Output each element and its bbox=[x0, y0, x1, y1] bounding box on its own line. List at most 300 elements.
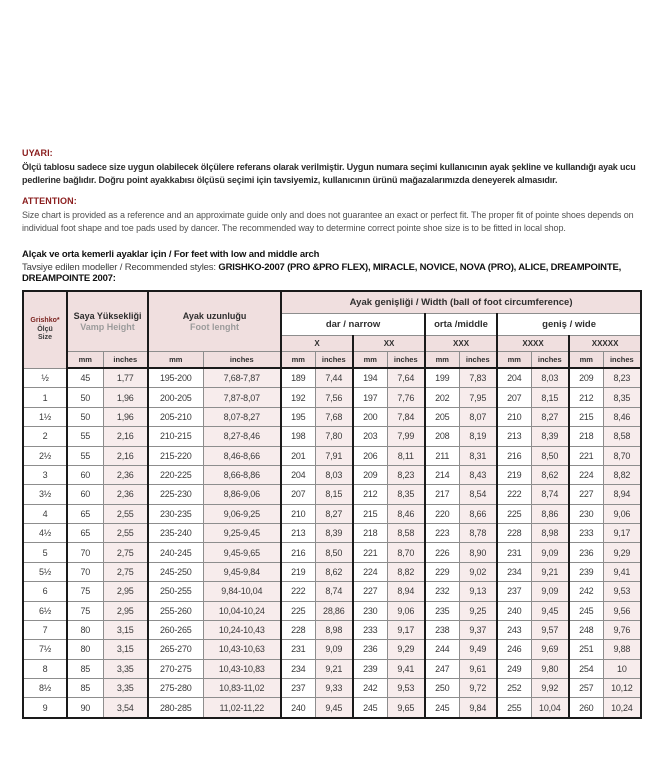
value-cell: 230 bbox=[569, 504, 603, 523]
header-row-units bbox=[23, 352, 641, 369]
size-cell: 5½ bbox=[23, 562, 67, 581]
value-cell: 7,91 bbox=[315, 446, 353, 465]
value-cell: 7,64 bbox=[387, 368, 425, 388]
value-cell: 9,17 bbox=[603, 524, 641, 543]
unit-inches: inches bbox=[603, 352, 641, 369]
value-cell: 7,83 bbox=[459, 368, 497, 388]
value-cell: 248 bbox=[569, 620, 603, 639]
size-cell: 4½ bbox=[23, 524, 67, 543]
value-cell: 225-230 bbox=[148, 485, 203, 504]
value-cell: 10,24 bbox=[603, 698, 641, 718]
value-cell: 198 bbox=[281, 427, 315, 446]
table-row bbox=[23, 485, 641, 504]
value-cell: 238 bbox=[425, 620, 459, 639]
value-cell: 9,84 bbox=[459, 698, 497, 718]
value-cell: 7,99 bbox=[387, 427, 425, 446]
value-cell: 227 bbox=[353, 582, 387, 601]
foot-length-header bbox=[148, 291, 281, 352]
value-cell: 50 bbox=[67, 388, 103, 407]
narrow-header: dar / narrow bbox=[281, 314, 425, 336]
value-cell: 232 bbox=[425, 582, 459, 601]
value-cell: 204 bbox=[497, 368, 531, 388]
table-row bbox=[23, 465, 641, 484]
value-cell: 2,16 bbox=[103, 446, 148, 465]
value-cell: 8,35 bbox=[387, 485, 425, 504]
value-cell: 236 bbox=[353, 640, 387, 659]
value-cell: 8,58 bbox=[603, 427, 641, 446]
value-cell: 8,66-8,86 bbox=[203, 465, 281, 484]
value-cell: 9,57 bbox=[531, 620, 569, 639]
value-cell: 239 bbox=[353, 659, 387, 678]
value-cell: 240 bbox=[497, 601, 531, 620]
value-cell: 8,62 bbox=[531, 465, 569, 484]
value-cell: 189 bbox=[281, 368, 315, 388]
value-cell: 8,70 bbox=[387, 543, 425, 562]
value-cell: 10,43-10,83 bbox=[203, 659, 281, 678]
size-cell: 4 bbox=[23, 504, 67, 523]
value-cell: 200 bbox=[353, 407, 387, 426]
value-cell: 210 bbox=[497, 407, 531, 426]
value-cell: 85 bbox=[67, 659, 103, 678]
value-cell: 205 bbox=[425, 407, 459, 426]
size-cell: 6½ bbox=[23, 601, 67, 620]
width-group-header: Ayak genişliği / Width (ball of foot circumference) bbox=[281, 291, 641, 314]
size-cell: ½ bbox=[23, 368, 67, 388]
arch-heading: Alçak ve orta kemerli ayaklar için / For feet with low and middle arch bbox=[22, 249, 320, 260]
value-cell: 8,78 bbox=[459, 524, 497, 543]
value-cell: 8,54 bbox=[459, 485, 497, 504]
size-label-en: Size bbox=[37, 334, 52, 341]
value-cell: 244 bbox=[425, 640, 459, 659]
size-cell: 8 bbox=[23, 659, 67, 678]
table-row bbox=[23, 388, 641, 407]
value-cell: 9,84-10,04 bbox=[203, 582, 281, 601]
value-cell: 265-270 bbox=[148, 640, 203, 659]
table-row bbox=[23, 524, 641, 543]
value-cell: 192 bbox=[281, 388, 315, 407]
value-cell: 231 bbox=[497, 543, 531, 562]
value-cell: 65 bbox=[67, 524, 103, 543]
value-cell: 200-205 bbox=[148, 388, 203, 407]
value-cell: 247 bbox=[425, 659, 459, 678]
value-cell: 2,16 bbox=[103, 427, 148, 446]
header-row-groups bbox=[23, 291, 641, 314]
value-cell: 8,82 bbox=[603, 465, 641, 484]
table-row bbox=[23, 407, 641, 426]
value-cell: 2,55 bbox=[103, 504, 148, 523]
value-cell: 245-250 bbox=[148, 562, 203, 581]
value-cell: 8,43 bbox=[459, 465, 497, 484]
value-cell: 254 bbox=[569, 659, 603, 678]
value-cell: 212 bbox=[569, 388, 603, 407]
unit-mm: mm bbox=[67, 352, 103, 369]
value-cell: 9,25 bbox=[459, 601, 497, 620]
vamp-label-tr: Saya Yüksekliği bbox=[73, 311, 142, 321]
value-cell: 246 bbox=[497, 640, 531, 659]
value-cell: 45 bbox=[67, 368, 103, 388]
value-cell: 8,74 bbox=[531, 485, 569, 504]
value-cell: 3,35 bbox=[103, 659, 148, 678]
value-cell: 7,76 bbox=[387, 388, 425, 407]
value-cell: 216 bbox=[497, 446, 531, 465]
value-cell: 210-215 bbox=[148, 427, 203, 446]
value-cell: 8,03 bbox=[315, 465, 353, 484]
size-cell: 9 bbox=[23, 698, 67, 718]
value-cell: 213 bbox=[497, 427, 531, 446]
value-cell: 70 bbox=[67, 543, 103, 562]
value-cell: 260 bbox=[569, 698, 603, 718]
middle-header: orta /middle bbox=[425, 314, 497, 336]
value-cell: 9,21 bbox=[531, 562, 569, 581]
value-cell: 10,43-10,63 bbox=[203, 640, 281, 659]
value-cell: 8,94 bbox=[387, 582, 425, 601]
value-cell: 8,35 bbox=[603, 388, 641, 407]
attention-label-en: ATTENTION: bbox=[22, 196, 77, 206]
value-cell: 8,39 bbox=[531, 427, 569, 446]
value-cell: 9,33 bbox=[315, 679, 353, 698]
value-cell: 280-285 bbox=[148, 698, 203, 718]
size-column-header bbox=[23, 291, 67, 368]
value-cell: 75 bbox=[67, 601, 103, 620]
value-cell: 245 bbox=[425, 698, 459, 718]
warning-label-tr: UYARI: bbox=[22, 148, 53, 158]
value-cell: 230-235 bbox=[148, 504, 203, 523]
value-cell: 9,29 bbox=[603, 543, 641, 562]
recommended-styles-line bbox=[22, 262, 640, 284]
value-cell: 215 bbox=[569, 407, 603, 426]
value-cell: 7,44 bbox=[315, 368, 353, 388]
size-cell: 6 bbox=[23, 582, 67, 601]
value-cell: 9,65 bbox=[387, 698, 425, 718]
value-cell: 260-265 bbox=[148, 620, 203, 639]
value-cell: 8,74 bbox=[315, 582, 353, 601]
value-cell: 222 bbox=[281, 582, 315, 601]
table-row bbox=[23, 640, 641, 659]
value-cell: 237 bbox=[497, 582, 531, 601]
value-cell: 220-225 bbox=[148, 465, 203, 484]
value-cell: 210 bbox=[281, 504, 315, 523]
value-cell: 8,15 bbox=[531, 388, 569, 407]
value-cell: 9,06 bbox=[603, 504, 641, 523]
value-cell: 65 bbox=[67, 504, 103, 523]
value-cell: 50 bbox=[67, 407, 103, 426]
value-cell: 236 bbox=[569, 543, 603, 562]
value-cell: 214 bbox=[425, 465, 459, 484]
value-cell: 55 bbox=[67, 427, 103, 446]
value-cell: 8,50 bbox=[315, 543, 353, 562]
value-cell: 224 bbox=[353, 562, 387, 581]
value-cell: 240 bbox=[281, 698, 315, 718]
value-cell: 228 bbox=[497, 524, 531, 543]
value-cell: 9,13 bbox=[459, 582, 497, 601]
table-header bbox=[23, 291, 641, 368]
unit-inches: inches bbox=[103, 352, 148, 369]
width-code-xx: XX bbox=[353, 336, 425, 352]
value-cell: 2,75 bbox=[103, 562, 148, 581]
size-rows bbox=[23, 368, 641, 718]
value-cell: 209 bbox=[353, 465, 387, 484]
value-cell: 257 bbox=[569, 679, 603, 698]
value-cell: 8,70 bbox=[603, 446, 641, 465]
value-cell: 270-275 bbox=[148, 659, 203, 678]
value-cell: 9,09 bbox=[531, 582, 569, 601]
value-cell: 231 bbox=[281, 640, 315, 659]
styles-prefix: Tavsiye edilen modeller / Recommended styles: bbox=[22, 262, 216, 273]
width-code-xxx: XXX bbox=[425, 336, 497, 352]
value-cell: 1,77 bbox=[103, 368, 148, 388]
width-code-x: X bbox=[281, 336, 353, 352]
value-cell: 8,07 bbox=[459, 407, 497, 426]
value-cell: 3,15 bbox=[103, 620, 148, 639]
value-cell: 249 bbox=[497, 659, 531, 678]
size-chart-table bbox=[22, 290, 642, 719]
value-cell: 28,86 bbox=[315, 601, 353, 620]
value-cell: 9,56 bbox=[603, 601, 641, 620]
value-cell: 8,19 bbox=[459, 427, 497, 446]
value-cell: 250 bbox=[425, 679, 459, 698]
unit-inches: inches bbox=[387, 352, 425, 369]
value-cell: 9,06-9,25 bbox=[203, 504, 281, 523]
value-cell: 224 bbox=[569, 465, 603, 484]
value-cell: 9,88 bbox=[603, 640, 641, 659]
value-cell: 239 bbox=[569, 562, 603, 581]
value-cell: 80 bbox=[67, 620, 103, 639]
value-cell: 9,02 bbox=[459, 562, 497, 581]
value-cell: 9,09 bbox=[315, 640, 353, 659]
value-cell: 55 bbox=[67, 446, 103, 465]
value-cell: 235-240 bbox=[148, 524, 203, 543]
value-cell: 237 bbox=[281, 679, 315, 698]
value-cell: 90 bbox=[67, 698, 103, 718]
value-cell: 10 bbox=[603, 659, 641, 678]
value-cell: 60 bbox=[67, 465, 103, 484]
value-cell: 8,86 bbox=[531, 504, 569, 523]
value-cell: 8,11 bbox=[387, 446, 425, 465]
value-cell: 212 bbox=[353, 485, 387, 504]
value-cell: 9,53 bbox=[387, 679, 425, 698]
value-cell: 195 bbox=[281, 407, 315, 426]
value-cell: 3,15 bbox=[103, 640, 148, 659]
value-cell: 8,46 bbox=[387, 504, 425, 523]
width-code-xxxx: XXXX bbox=[497, 336, 569, 352]
value-cell: 208 bbox=[425, 427, 459, 446]
value-cell: 213 bbox=[281, 524, 315, 543]
value-cell: 10,12 bbox=[603, 679, 641, 698]
value-cell: 9,06 bbox=[387, 601, 425, 620]
value-cell: 8,50 bbox=[531, 446, 569, 465]
unit-mm: mm bbox=[353, 352, 387, 369]
unit-inches: inches bbox=[315, 352, 353, 369]
value-cell: 242 bbox=[353, 679, 387, 698]
value-cell: 7,84 bbox=[387, 407, 425, 426]
value-cell: 2,55 bbox=[103, 524, 148, 543]
value-cell: 9,45 bbox=[315, 698, 353, 718]
unit-mm: mm bbox=[148, 352, 203, 369]
value-cell: 9,45-9,84 bbox=[203, 562, 281, 581]
vamp-height-header bbox=[67, 291, 148, 352]
size-cell: 3 bbox=[23, 465, 67, 484]
value-cell: 85 bbox=[67, 679, 103, 698]
value-cell: 9,21 bbox=[315, 659, 353, 678]
value-cell: 9,76 bbox=[603, 620, 641, 639]
value-cell: 75 bbox=[67, 582, 103, 601]
value-cell: 9,37 bbox=[459, 620, 497, 639]
value-cell: 220 bbox=[425, 504, 459, 523]
value-cell: 7,87-8,07 bbox=[203, 388, 281, 407]
value-cell: 2,95 bbox=[103, 582, 148, 601]
value-cell: 2,75 bbox=[103, 543, 148, 562]
value-cell: 235 bbox=[425, 601, 459, 620]
unit-inches: inches bbox=[459, 352, 497, 369]
value-cell: 10,04-10,24 bbox=[203, 601, 281, 620]
size-cell: 5 bbox=[23, 543, 67, 562]
table-row bbox=[23, 368, 641, 388]
value-cell: 9,41 bbox=[387, 659, 425, 678]
value-cell: 9,80 bbox=[531, 659, 569, 678]
size-cell: 2½ bbox=[23, 446, 67, 465]
value-cell: 9,41 bbox=[603, 562, 641, 581]
value-cell: 8,62 bbox=[315, 562, 353, 581]
value-cell: 8,46-8,66 bbox=[203, 446, 281, 465]
value-cell: 251 bbox=[569, 640, 603, 659]
value-cell: 245 bbox=[353, 698, 387, 718]
value-cell: 221 bbox=[569, 446, 603, 465]
value-cell: 202 bbox=[425, 388, 459, 407]
value-cell: 7,95 bbox=[459, 388, 497, 407]
value-cell: 3,54 bbox=[103, 698, 148, 718]
value-cell: 211 bbox=[425, 446, 459, 465]
value-cell: 215 bbox=[353, 504, 387, 523]
value-cell: 207 bbox=[497, 388, 531, 407]
size-label-tr: Ölçü bbox=[37, 325, 53, 333]
value-cell: 240-245 bbox=[148, 543, 203, 562]
value-cell: 209 bbox=[569, 368, 603, 388]
value-cell: 243 bbox=[497, 620, 531, 639]
value-cell: 7,80 bbox=[315, 427, 353, 446]
value-cell: 255-260 bbox=[148, 601, 203, 620]
width-code-xxxxx: XXXXX bbox=[569, 336, 641, 352]
value-cell: 215-220 bbox=[148, 446, 203, 465]
value-cell: 10,04 bbox=[531, 698, 569, 718]
value-cell: 8,27 bbox=[315, 504, 353, 523]
value-cell: 9,92 bbox=[531, 679, 569, 698]
page-content bbox=[22, 148, 640, 719]
value-cell: 199 bbox=[425, 368, 459, 388]
unit-inches: inches bbox=[203, 352, 281, 369]
value-cell: 9,72 bbox=[459, 679, 497, 698]
value-cell: 204 bbox=[281, 465, 315, 484]
value-cell: 229 bbox=[425, 562, 459, 581]
value-cell: 9,17 bbox=[387, 620, 425, 639]
value-cell: 9,45 bbox=[531, 601, 569, 620]
warning-text-tr: Ölçü tablosu sadece size uygun olabilecek ölçülere referans olarak verilmiştir. Uygun numara seçimi kullanıcının ayak şekline ve kullandığı ayak ucu pedlerine bağlıdır. Doğru point ayakkabısı ölçüsü seçimi için tavsiyemiz, kullanıcının ürünü mağazalarımızda deneyerek almasıdır. bbox=[22, 162, 636, 185]
size-cell: 7 bbox=[23, 620, 67, 639]
table-row bbox=[23, 698, 641, 718]
table-row bbox=[23, 446, 641, 465]
value-cell: 217 bbox=[425, 485, 459, 504]
value-cell: 3,35 bbox=[103, 679, 148, 698]
value-cell: 203 bbox=[353, 427, 387, 446]
value-cell: 225 bbox=[497, 504, 531, 523]
value-cell: 9,25-9,45 bbox=[203, 524, 281, 543]
value-cell: 7,68 bbox=[315, 407, 353, 426]
value-cell: 233 bbox=[353, 620, 387, 639]
value-cell: 8,23 bbox=[387, 465, 425, 484]
unit-mm: mm bbox=[569, 352, 603, 369]
value-cell: 8,39 bbox=[315, 524, 353, 543]
value-cell: 275-280 bbox=[148, 679, 203, 698]
value-cell: 8,27-8,46 bbox=[203, 427, 281, 446]
value-cell: 242 bbox=[569, 582, 603, 601]
value-cell: 8,82 bbox=[387, 562, 425, 581]
spacer bbox=[22, 186, 640, 196]
value-cell: 194 bbox=[353, 368, 387, 388]
value-cell: 219 bbox=[497, 465, 531, 484]
unit-mm: mm bbox=[425, 352, 459, 369]
table-row bbox=[23, 504, 641, 523]
table-row bbox=[23, 601, 641, 620]
value-cell: 10,24-10,43 bbox=[203, 620, 281, 639]
value-cell: 218 bbox=[569, 427, 603, 446]
size-cell: 2 bbox=[23, 427, 67, 446]
value-cell: 60 bbox=[67, 485, 103, 504]
value-cell: 70 bbox=[67, 562, 103, 581]
value-cell: 227 bbox=[569, 485, 603, 504]
brand-label: Grishko* bbox=[30, 317, 60, 324]
value-cell: 9,45-9,65 bbox=[203, 543, 281, 562]
value-cell: 226 bbox=[425, 543, 459, 562]
value-cell: 7,68-7,87 bbox=[203, 368, 281, 388]
value-cell: 1,96 bbox=[103, 407, 148, 426]
table-row bbox=[23, 543, 641, 562]
value-cell: 8,27 bbox=[531, 407, 569, 426]
value-cell: 8,90 bbox=[459, 543, 497, 562]
value-cell: 219 bbox=[281, 562, 315, 581]
value-cell: 234 bbox=[497, 562, 531, 581]
value-cell: 11,02-11,22 bbox=[203, 698, 281, 718]
value-cell: 8,98 bbox=[531, 524, 569, 543]
value-cell: 2,95 bbox=[103, 601, 148, 620]
value-cell: 8,58 bbox=[387, 524, 425, 543]
value-cell: 225 bbox=[281, 601, 315, 620]
value-cell: 228 bbox=[281, 620, 315, 639]
table-row bbox=[23, 659, 641, 678]
value-cell: 10,83-11,02 bbox=[203, 679, 281, 698]
value-cell: 8,31 bbox=[459, 446, 497, 465]
value-cell: 250-255 bbox=[148, 582, 203, 601]
value-cell: 1,96 bbox=[103, 388, 148, 407]
foot-label-tr: Ayak uzunluğu bbox=[182, 311, 247, 321]
value-cell: 8,23 bbox=[603, 368, 641, 388]
value-cell: 9,49 bbox=[459, 640, 497, 659]
value-cell: 2,36 bbox=[103, 485, 148, 504]
value-cell: 207 bbox=[281, 485, 315, 504]
value-cell: 9,09 bbox=[531, 543, 569, 562]
table-row bbox=[23, 679, 641, 698]
foot-label-en: Foot lenght bbox=[190, 321, 240, 332]
table-row bbox=[23, 582, 641, 601]
vamp-label-en: Vamp Height bbox=[80, 321, 135, 332]
value-cell: 195-200 bbox=[148, 368, 203, 388]
table-row bbox=[23, 620, 641, 639]
value-cell: 2,36 bbox=[103, 465, 148, 484]
value-cell: 9,69 bbox=[531, 640, 569, 659]
value-cell: 8,86-9,06 bbox=[203, 485, 281, 504]
wide-header: geniş / wide bbox=[497, 314, 641, 336]
value-cell: 8,98 bbox=[315, 620, 353, 639]
value-cell: 252 bbox=[497, 679, 531, 698]
size-cell: 7½ bbox=[23, 640, 67, 659]
